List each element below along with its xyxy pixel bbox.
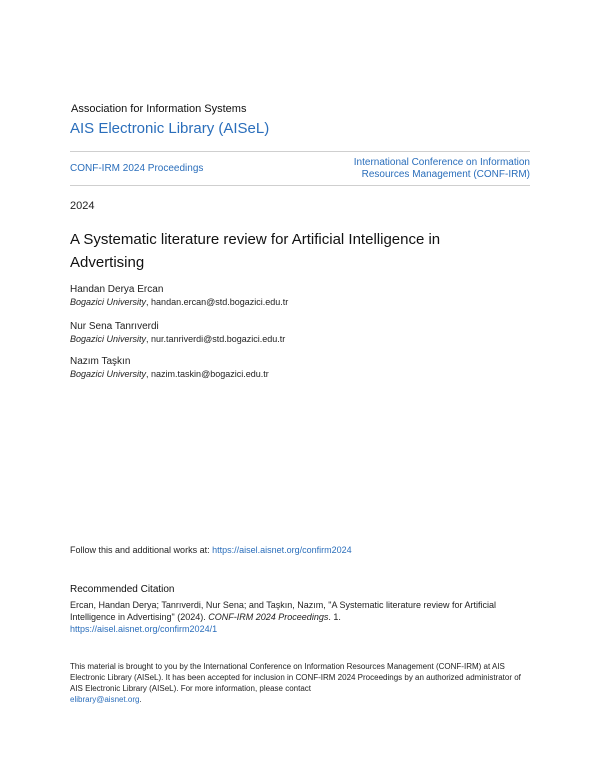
organization-name: Association for Information Systems bbox=[71, 103, 247, 115]
author-affiliation: Bogazici University bbox=[70, 297, 147, 307]
author-name: Nur Sena Tanrıverdi bbox=[70, 321, 159, 332]
footer-notice bbox=[70, 661, 530, 705]
author-affiliation: Bogazici University bbox=[70, 369, 147, 379]
citation-proceedings: CONF-IRM 2024 Proceedings bbox=[208, 612, 329, 622]
author-block bbox=[70, 356, 269, 379]
divider bbox=[70, 185, 530, 186]
divider bbox=[70, 151, 530, 152]
conference-line-1: International Conference on Information bbox=[353, 157, 530, 168]
publication-year: 2024 bbox=[70, 200, 95, 212]
author-affiliation-line: Bogazici University, nazim.taskin@bogazici.edu.tr bbox=[70, 369, 269, 379]
citation-text bbox=[70, 599, 530, 635]
collection-link[interactable]: https://aisel.aisnet.org/confirm2024 bbox=[212, 545, 352, 555]
author-affiliation-line: Bogazici University, handan.ercan@std.bogazici.edu.tr bbox=[70, 297, 289, 307]
footer-end: . bbox=[139, 695, 142, 704]
citation-heading: Recommended Citation bbox=[70, 584, 175, 595]
author-block bbox=[70, 284, 288, 307]
contact-email-link[interactable]: elibrary@aisnet.org bbox=[70, 695, 140, 704]
author-name: Handan Derya Ercan bbox=[70, 284, 164, 295]
footer-text: This material is brought to you by the International Conference on Information Resources Management (CONF-IRM) at AIS Electronic Library (AISeL). It has been accepted for inclusion in CONF-IRM 2024 Proceedings by an authorized administrator of AIS Electronic Library (AISeL). For more information, please contact bbox=[70, 662, 521, 693]
author-name: Nazım Taşkın bbox=[70, 356, 131, 367]
author-affiliation-line: Bogazici University, nur.tanriverdi@std.bogazici.edu.tr bbox=[70, 334, 286, 344]
follow-line bbox=[70, 545, 352, 555]
paper-title: A Systematic literature review for Artificial Intelligence in Advertising bbox=[70, 231, 441, 271]
citation-link[interactable]: https://aisel.aisnet.org/confirm2024/1 bbox=[70, 624, 218, 634]
proceedings-link[interactable]: CONF-IRM 2024 Proceedings bbox=[70, 163, 204, 174]
author-affiliation: Bogazici University bbox=[70, 334, 147, 344]
author-block bbox=[70, 321, 285, 344]
author-email: nazim.taskin@bogazici.edu.tr bbox=[151, 369, 269, 379]
follow-text: Follow this and additional works at: bbox=[70, 545, 213, 555]
conference-link[interactable] bbox=[310, 157, 530, 181]
library-link[interactable]: AIS Electronic Library (AISeL) bbox=[70, 120, 270, 137]
citation-body: Ercan, Handan Derya; Tanrıverdi, Nur Sena; and Taşkın, Nazım, "A Systematic literature review for Artificial Intelligence in Advertising" (2024). bbox=[70, 600, 497, 622]
author-email: handan.ercan@std.bogazici.edu.tr bbox=[151, 297, 289, 307]
author-email: nur.tanriverdi@std.bogazici.edu.tr bbox=[151, 334, 286, 344]
citation-tail: . 1. bbox=[328, 612, 341, 622]
conference-line-2: Resources Management (CONF-IRM) bbox=[361, 169, 530, 180]
